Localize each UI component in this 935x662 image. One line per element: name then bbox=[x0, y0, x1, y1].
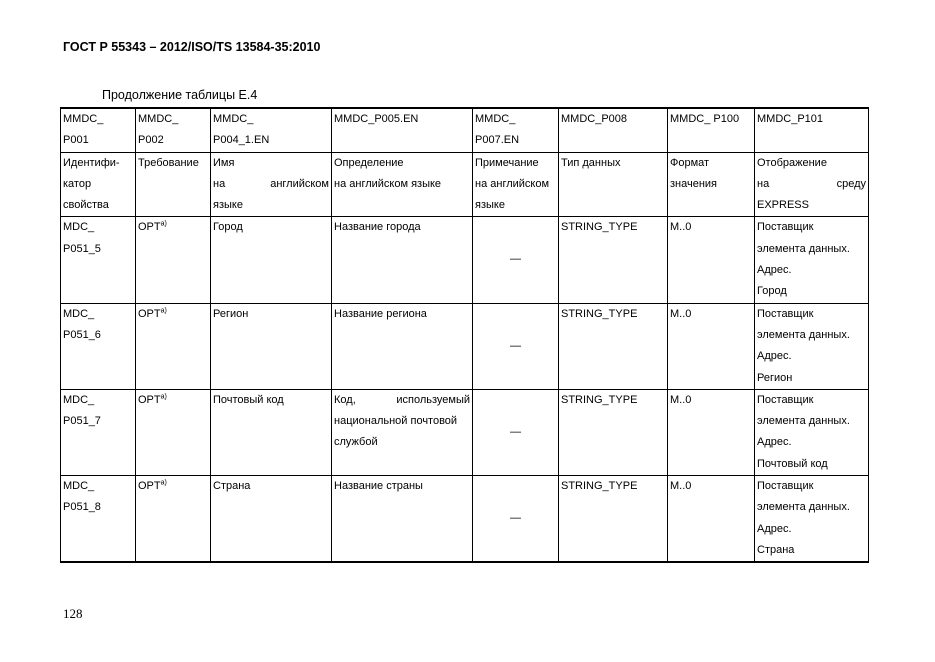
mapping-cell: Поставщик элемента данных. Адрес. Страна bbox=[755, 476, 869, 563]
label-cell: Примечание на английском языке bbox=[473, 152, 559, 217]
code-cell: MMDC_ P002 bbox=[136, 108, 211, 152]
code-cell: MMDC_ P001 bbox=[61, 108, 136, 152]
label-cell: Требование bbox=[136, 152, 211, 217]
data-type-cell: STRING_TYPE bbox=[559, 303, 668, 389]
label-cell: Определение на английском языке bbox=[332, 152, 473, 217]
mapping-cell: Поставщик элемента данных. Адрес. Регион bbox=[755, 303, 869, 389]
mapping-cell: Поставщик элемента данных. Адрес. Город bbox=[755, 217, 869, 303]
mapping-cell: Поставщик элемента данных. Адрес. Почтовый код bbox=[755, 389, 869, 475]
label-cell: Имя на английском языке bbox=[211, 152, 332, 217]
label-cell: Отображение на среду EXPRESS bbox=[755, 152, 869, 217]
requirement-cell: OPT$^{a)}$ bbox=[136, 476, 211, 563]
definition-cell: Название страны bbox=[332, 476, 473, 563]
table-caption: Продолжение таблицы Е.4 bbox=[102, 88, 258, 102]
name-cell: Город bbox=[211, 217, 332, 303]
name-cell: Страна bbox=[211, 476, 332, 563]
property-table bbox=[60, 107, 869, 563]
label-cell: Идентифи- катор свойства bbox=[61, 152, 136, 217]
definition-cell: Название города bbox=[332, 217, 473, 303]
code-cell: MMDC_P005.EN bbox=[332, 108, 473, 152]
name-cell: Регион bbox=[211, 303, 332, 389]
code-cell: MMDC_P101 bbox=[755, 108, 869, 152]
code-cell: MMDC_ P007.EN bbox=[473, 108, 559, 152]
requirement-cell: OPT$^{a)}$ bbox=[136, 389, 211, 475]
format-cell: M..0 bbox=[668, 389, 755, 475]
property-id-cell: MDC_ P051_8 bbox=[61, 476, 136, 563]
label-cell: Формат значения bbox=[668, 152, 755, 217]
data-type-cell: STRING_TYPE bbox=[559, 476, 668, 563]
document-code-header: ГОСТ Р 55343 – 2012/ISO/TS 13584-35:2010 bbox=[63, 40, 321, 54]
table-row bbox=[61, 476, 869, 563]
code-cell: MMDC_ P100 bbox=[668, 108, 755, 152]
format-cell: M..0 bbox=[668, 476, 755, 563]
note-cell: — bbox=[473, 476, 559, 563]
page-number: 128 bbox=[63, 606, 83, 621]
label-row bbox=[61, 152, 869, 217]
note-cell: — bbox=[473, 303, 559, 389]
code-cell: MMDC_ P004_1.EN bbox=[211, 108, 332, 152]
note-cell: — bbox=[473, 217, 559, 303]
requirement-cell: OPT$^{a)}$ bbox=[136, 303, 211, 389]
code-row bbox=[61, 108, 869, 152]
code-cell: MMDC_P008 bbox=[559, 108, 668, 152]
format-cell: M..0 bbox=[668, 217, 755, 303]
property-id-cell: MDC_ P051_7 bbox=[61, 389, 136, 475]
label-cell: Тип данных bbox=[559, 152, 668, 217]
property-id-cell: MDC_ P051_6 bbox=[61, 303, 136, 389]
definition-cell: Код, используемый национальной почтовой службой bbox=[332, 389, 473, 475]
table-row bbox=[61, 303, 869, 389]
table-row bbox=[61, 217, 869, 303]
requirement-cell: OPT$^{a)}$ bbox=[136, 217, 211, 303]
format-cell: M..0 bbox=[668, 303, 755, 389]
note-cell: — bbox=[473, 389, 559, 475]
data-type-cell: STRING_TYPE bbox=[559, 389, 668, 475]
name-cell: Почтовый код bbox=[211, 389, 332, 475]
table-row bbox=[61, 389, 869, 475]
data-type-cell: STRING_TYPE bbox=[559, 217, 668, 303]
definition-cell: Название региона bbox=[332, 303, 473, 389]
property-id-cell: MDC_ P051_5 bbox=[61, 217, 136, 303]
